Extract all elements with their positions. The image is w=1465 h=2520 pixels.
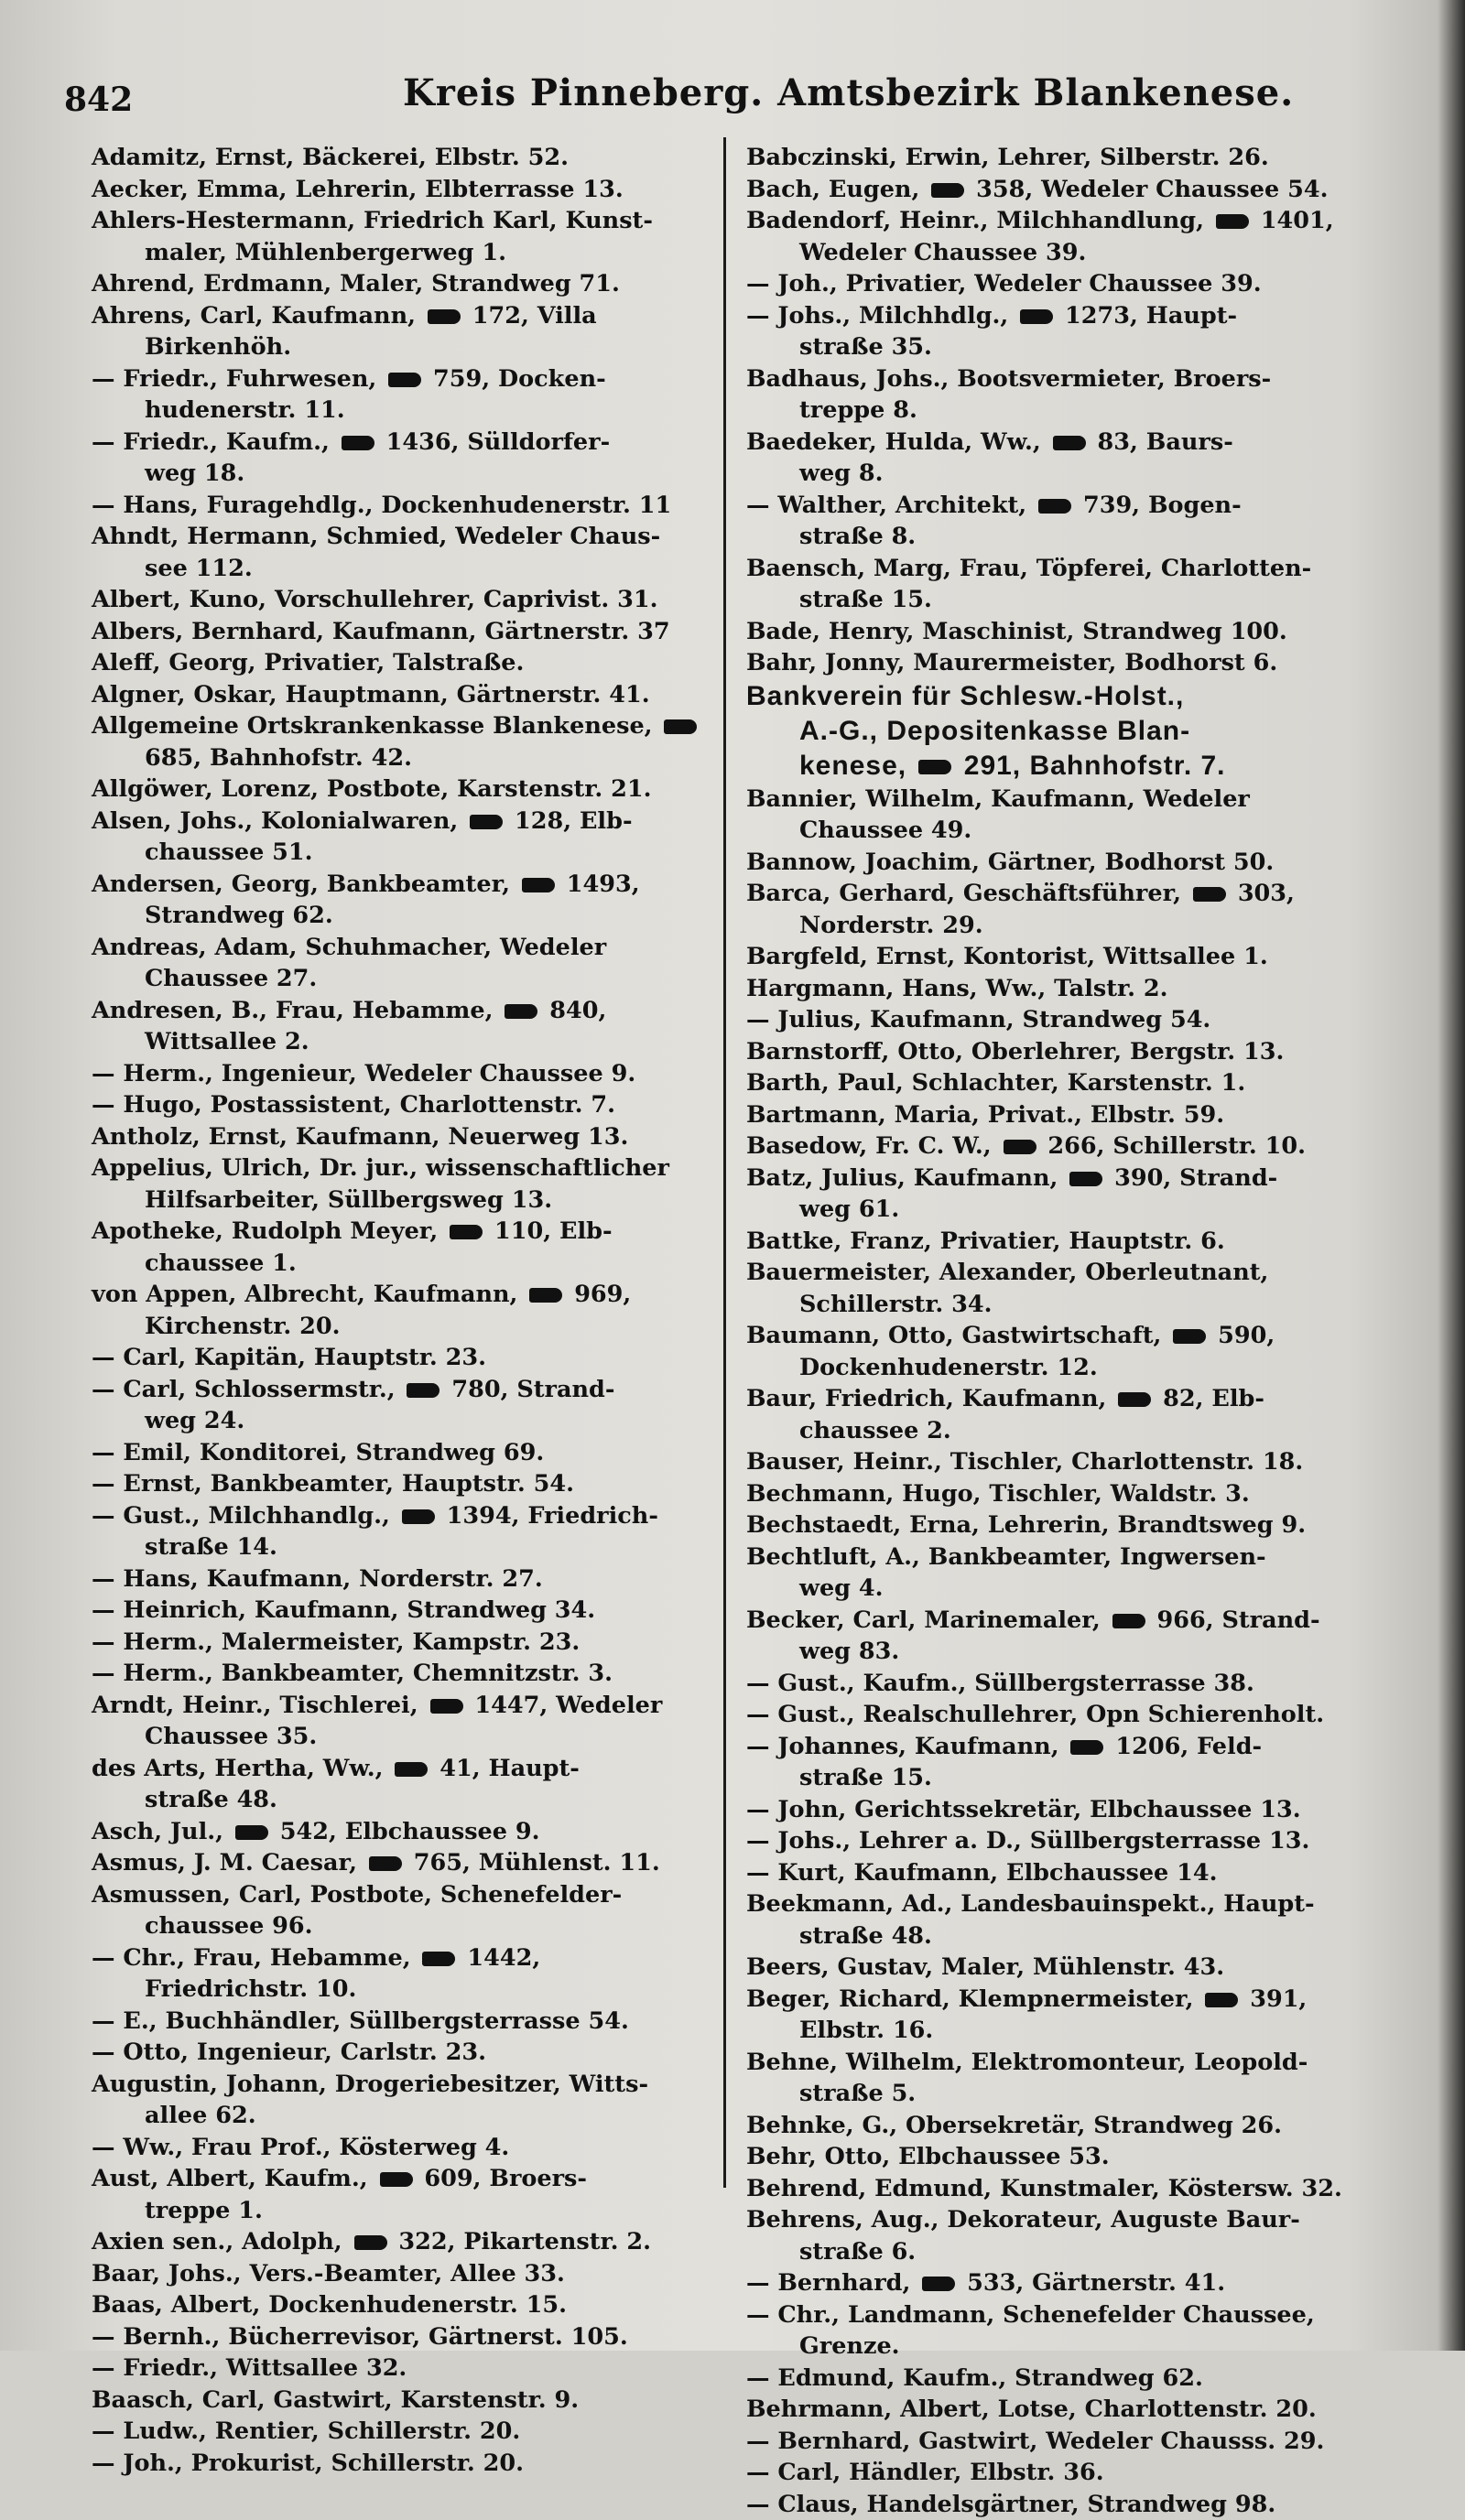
entry-line: Barnstorff, Otto, Oberlehrer, Bergstr. 13.	[746, 1036, 1405, 1068]
directory-entry	[746, 1857, 1405, 1889]
entry-line: Allgemeine Ortskrankenkasse Blankenese,	[92, 710, 751, 742]
telephone-icon	[922, 2277, 955, 2291]
entry-continuation: straße 48.	[746, 1920, 1405, 1952]
entry-continuation: Chaussee 49.	[746, 815, 1405, 847]
entry-line: Baur, Friedrich, Kaufmann, 82, Elb-	[746, 1383, 1405, 1415]
directory-entry	[746, 2204, 1405, 2267]
entry-continuation: Grenze.	[746, 2331, 1405, 2363]
telephone-icon	[402, 1509, 435, 1524]
directory-entry	[92, 773, 751, 806]
directory-entry	[92, 427, 751, 490]
entry-continuation: see 112.	[92, 553, 751, 585]
directory-entry	[746, 2047, 1405, 2110]
entry-continuation: Wittsallee 2.	[92, 1026, 751, 1058]
entry-continuation: chaussee 2.	[746, 1415, 1405, 1447]
directory-entry	[746, 2457, 1405, 2489]
directory-entry	[92, 806, 751, 869]
telephone-icon	[380, 2172, 413, 2187]
telephone-icon	[369, 1856, 402, 1871]
directory-entry	[746, 973, 1405, 1005]
directory-entry	[746, 1446, 1405, 1478]
entry-line: — Carl, Schlossermstr., 780, Strand-	[92, 1374, 751, 1406]
directory-entry	[92, 995, 751, 1058]
entry-continuation: weg 8.	[746, 458, 1405, 490]
entry-line: — Ernst, Bankbeamter, Hauptstr. 54.	[92, 1468, 751, 1500]
entry-line: — Joh., Privatier, Wedeler Chaussee 39.	[746, 268, 1405, 300]
telephone-icon	[1216, 214, 1249, 229]
entry-line: Beekmann, Ad., Landesbauinspekt., Haupt-	[746, 1888, 1405, 1920]
entry-line: Basedow, Fr. C. W., 266, Schillerstr. 10.	[746, 1130, 1405, 1163]
directory-entry	[746, 2141, 1405, 2173]
telephone-icon	[342, 436, 374, 450]
page-header	[55, 71, 1383, 126]
directory-entry	[746, 1004, 1405, 1036]
entry-line: — Herm., Bankbeamter, Chemnitzstr. 3.	[92, 1658, 751, 1690]
entry-line: Bahr, Jonny, Maurermeister, Bodhorst 6.	[746, 647, 1405, 679]
entry-line: Ahndt, Hermann, Schmied, Wedeler Chaus-	[92, 521, 751, 553]
directory-entry	[746, 1320, 1405, 1383]
directory-entry	[92, 1816, 751, 1848]
directory-entry	[746, 647, 1405, 679]
entry-line: Baumann, Otto, Gastwirtschaft, 590,	[746, 1320, 1405, 1352]
entry-continuation: straße 5.	[746, 2078, 1405, 2110]
directory-entry	[92, 2226, 751, 2258]
directory-entry	[746, 268, 1405, 300]
entry-line: Albert, Kuno, Vorschullehrer, Caprivist. 31.	[92, 584, 751, 616]
entry-line: Behrens, Aug., Dekorateur, Auguste Baur-	[746, 2204, 1405, 2236]
entry-continuation: straße 6.	[746, 2236, 1405, 2268]
entry-line: Bannow, Joachim, Gärtner, Bodhorst 50.	[746, 847, 1405, 879]
directory-entry	[746, 1541, 1405, 1605]
directory-entry	[746, 1794, 1405, 1826]
entry-continuation: Dockenhudenerstr. 12.	[746, 1352, 1405, 1384]
telephone-icon	[407, 1383, 440, 1398]
directory-entry	[92, 1690, 751, 1753]
directory-entry	[92, 1658, 751, 1690]
entry-continuation: treppe 8.	[746, 395, 1405, 427]
entry-continuation: chaussee 1.	[92, 1248, 751, 1280]
entry-line: Bechmann, Hugo, Tischler, Waldstr. 3.	[746, 1478, 1405, 1510]
directory-entry	[92, 1152, 751, 1216]
entry-line: — Bernh., Bücherrevisor, Gärtnerst. 105.	[92, 2321, 751, 2353]
directory-entry	[746, 2489, 1405, 2520]
directory-entry	[92, 2448, 751, 2480]
telephone-icon	[388, 373, 421, 387]
entry-line: Beger, Richard, Klempnermeister, 391,	[746, 1984, 1405, 2016]
entry-continuation: weg 24.	[92, 1405, 751, 1437]
entry-line: — Carl, Händler, Elbstr. 36.	[746, 2457, 1405, 2489]
telephone-icon	[522, 878, 555, 892]
directory-entry	[92, 1595, 751, 1627]
directory-entry	[746, 941, 1405, 973]
entry-line: — John, Gerichtssekretär, Elbchaussee 13.	[746, 1794, 1405, 1826]
entry-line: — Johs., Milchhdlg., 1273, Haupt-	[746, 300, 1405, 332]
directory-entry	[746, 2426, 1405, 2458]
entry-line: Aecker, Emma, Lehrerin, Elbterrasse 13.	[92, 174, 751, 206]
entry-line: Baas, Albert, Dockenhudenerstr. 15.	[92, 2289, 751, 2321]
directory-entry	[746, 1163, 1405, 1226]
telephone-icon	[1193, 887, 1226, 902]
entry-continuation: straße 8.	[746, 521, 1405, 553]
entry-continuation: chaussee 96.	[92, 1910, 751, 1942]
entry-line: Asmussen, Carl, Postbote, Schenefelder-	[92, 1879, 751, 1911]
directory-entry	[92, 2037, 751, 2069]
directory-entry	[746, 616, 1405, 648]
entry-continuation: weg 18.	[92, 458, 751, 490]
entry-line: — Herm., Ingenieur, Wedeler Chaussee 9.	[92, 1058, 751, 1090]
telephone-icon	[235, 1825, 268, 1840]
entry-line: Allgöwer, Lorenz, Postbote, Karstenstr. 21.	[92, 773, 751, 806]
directory-entry	[746, 1984, 1405, 2047]
directory-entry	[92, 2163, 751, 2226]
entry-line: — Bernhard, 533, Gärtnerstr. 41.	[746, 2267, 1405, 2299]
entry-line: — Hans, Furagehdlg., Dockenhudenerstr. 11	[92, 490, 751, 522]
directory-entry	[746, 1605, 1405, 1668]
telephone-icon	[395, 1762, 428, 1777]
directory-entry	[746, 2173, 1405, 2205]
directory-entry	[746, 427, 1405, 490]
entry-continuation: straße 15.	[746, 1762, 1405, 1794]
directory-entry	[92, 1058, 751, 1090]
directory-entry	[92, 2289, 751, 2321]
directory-entry	[92, 2321, 751, 2353]
entry-continuation: Elbstr. 16.	[746, 2015, 1405, 2047]
telephone-icon	[428, 309, 461, 324]
entry-line: Badhaus, Johs., Bootsvermieter, Broers-	[746, 363, 1405, 395]
directory-entry	[746, 1099, 1405, 1131]
telephone-icon	[1020, 309, 1053, 324]
entry-continuation: hudenerstr. 11.	[92, 395, 751, 427]
entry-continuation: straße 48.	[92, 1784, 751, 1816]
entry-continuation: Hilfsarbeiter, Süllbergsweg 13.	[92, 1184, 751, 1217]
entry-line: des Arts, Hertha, Ww., 41, Haupt-	[92, 1753, 751, 1785]
entry-continuation: A.-G., Depositenkasse Blan-	[746, 714, 1405, 749]
telephone-icon	[1112, 1614, 1145, 1628]
entry-line: — Emil, Konditorei, Strandweg 69.	[92, 1437, 751, 1469]
entry-line: Andresen, B., Frau, Hebamme, 840,	[92, 995, 751, 1027]
entry-continuation: allee 62.	[92, 2100, 751, 2132]
entry-continuation: Wedeler Chaussee 39.	[746, 237, 1405, 269]
telephone-icon	[664, 719, 697, 734]
entry-line: Ahlers-Hestermann, Friedrich Karl, Kunst-	[92, 205, 751, 237]
telephone-icon	[1118, 1392, 1151, 1407]
directory-entry	[746, 1257, 1405, 1320]
entry-line: Appelius, Ulrich, Dr. jur., wissenschaftlicher	[92, 1152, 751, 1184]
entry-line: Beers, Gustav, Maler, Mühlenstr. 43.	[746, 1952, 1405, 1984]
entry-line: — Hans, Kaufmann, Norderstr. 27.	[92, 1563, 751, 1595]
entry-continuation: straße 14.	[92, 1531, 751, 1563]
entry-line: von Appen, Albrecht, Kaufmann, 969,	[92, 1279, 751, 1311]
directory-entry	[746, 205, 1405, 268]
directory-entry	[746, 1036, 1405, 1068]
directory-entry	[746, 2394, 1405, 2426]
directory-entry	[92, 2416, 751, 2448]
entry-line: — Friedr., Fuhrwesen, 759, Docken-	[92, 363, 751, 395]
entry-continuation: Friedrichstr. 10.	[92, 1974, 751, 2006]
entry-line: Behne, Wilhelm, Elektromonteur, Leopold-	[746, 2047, 1405, 2079]
entry-line: Aust, Albert, Kaufm., 609, Broers-	[92, 2163, 751, 2195]
telephone-icon	[354, 2235, 387, 2250]
entry-continuation: treppe 1.	[92, 2195, 751, 2227]
directory-entry	[92, 616, 751, 648]
entry-line: Adamitz, Ernst, Bäckerei, Elbstr. 52.	[92, 142, 751, 174]
directory-entry	[92, 1563, 751, 1595]
entry-continuation: Kirchenstr. 20.	[92, 1311, 751, 1343]
directory-entry	[746, 1668, 1405, 1700]
entry-line: — Edmund, Kaufm., Strandweg 62.	[746, 2363, 1405, 2395]
directory-entry	[746, 1067, 1405, 1099]
directory-entry	[746, 1383, 1405, 1446]
directory-entry	[92, 1942, 751, 2006]
right-column	[746, 142, 1405, 2520]
entry-line: — Gust., Milchhandlg., 1394, Friedrich-	[92, 1500, 751, 1532]
telephone-icon	[1070, 1740, 1103, 1755]
entry-line: Behnke, G., Obersekretär, Strandweg 26.	[746, 2110, 1405, 2142]
telephone-icon	[1038, 499, 1071, 514]
entry-line: Behrmann, Albert, Lotse, Charlottenstr. 20.	[746, 2394, 1405, 2426]
directory-entry	[92, 205, 751, 268]
directory-entry	[746, 878, 1405, 941]
entry-line: Antholz, Ernst, Kaufmann, Neuerweg 13.	[92, 1121, 751, 1153]
entry-line: — Claus, Handelsgärtner, Strandweg 98.	[746, 2489, 1405, 2520]
entry-line: Bach, Eugen, 358, Wedeler Chaussee 54.	[746, 174, 1405, 206]
entry-line: Albers, Bernhard, Kaufmann, Gärtnerstr. 37	[92, 616, 751, 648]
entry-line: Behr, Otto, Elbchaussee 53.	[746, 2141, 1405, 2173]
directory-entry	[746, 1478, 1405, 1510]
telephone-icon	[1053, 436, 1086, 450]
directory-entry	[92, 647, 751, 679]
entry-line: — Heinrich, Kaufmann, Strandweg 34.	[92, 1595, 751, 1627]
entry-continuation: Birkenhöh.	[92, 331, 751, 363]
entry-line: Battke, Franz, Privatier, Hauptstr. 6.	[746, 1226, 1405, 1258]
directory-entry	[92, 679, 751, 711]
directory-entry	[746, 142, 1405, 174]
directory-entry	[746, 1699, 1405, 1731]
directory-entry	[92, 363, 751, 427]
entry-line: Alsen, Johs., Kolonialwaren, 128, Elb-	[92, 806, 751, 838]
entry-line: Aleff, Georg, Privatier, Talstraße.	[92, 647, 751, 679]
directory-entry	[92, 1627, 751, 1659]
directory-entry	[746, 1226, 1405, 1258]
entry-line: — Johannes, Kaufmann, 1206, Feld-	[746, 1731, 1405, 1763]
entry-line: Babczinski, Erwin, Lehrer, Silberstr. 26.	[746, 142, 1405, 174]
entry-continuation: kenese, 291, Bahnhofstr. 7.	[746, 749, 1405, 784]
entry-line: Asch, Jul., 542, Elbchaussee 9.	[92, 1816, 751, 1848]
directory-entry	[92, 1342, 751, 1374]
entry-line: — Chr., Landmann, Schenefelder Chaussee,	[746, 2299, 1405, 2331]
entry-line: Andersen, Georg, Bankbeamter, 1493,	[92, 869, 751, 901]
left-column	[92, 142, 751, 2479]
entry-line: Behrend, Edmund, Kunstmaler, Köstersw. 32.	[746, 2173, 1405, 2205]
entry-line: Baasch, Carl, Gastwirt, Karstenstr. 9.	[92, 2385, 751, 2417]
telephone-icon	[1205, 1993, 1238, 2007]
directory-entry	[92, 710, 751, 773]
directory-entry	[92, 142, 751, 174]
entry-line: — Chr., Frau, Hebamme, 1442,	[92, 1942, 751, 1974]
directory-entry	[92, 2385, 751, 2417]
telephone-icon	[430, 1699, 463, 1714]
entry-line: Asmus, J. M. Caesar, 765, Mühlenst. 11.	[92, 1847, 751, 1879]
entry-continuation: Strandweg 62.	[92, 900, 751, 932]
entry-line: Badendorf, Heinr., Milchhandlung, 1401,	[746, 205, 1405, 237]
directory-entry	[746, 2267, 1405, 2299]
entry-line: Barca, Gerhard, Geschäftsführer, 303,	[746, 878, 1405, 910]
directory-entry	[746, 2110, 1405, 2142]
page-title: Kreis Pinneberg. Amtsbezirk Blankenese.	[403, 71, 1294, 114]
entry-line: Bauser, Heinr., Tischler, Charlottenstr. 18.	[746, 1446, 1405, 1478]
directory-entry	[92, 2258, 751, 2290]
directory-entry	[92, 1437, 751, 1469]
entry-line: Bauermeister, Alexander, Oberleutnant,	[746, 1257, 1405, 1289]
entry-continuation: straße 15.	[746, 584, 1405, 616]
entry-line: Hargmann, Hans, Ww., Talstr. 2.	[746, 973, 1405, 1005]
directory-entry	[746, 1509, 1405, 1541]
entry-line: Barth, Paul, Schlachter, Karstenstr. 1.	[746, 1067, 1405, 1099]
directory-entry	[746, 2299, 1405, 2363]
entry-line: — Herm., Malermeister, Kampstr. 23.	[92, 1627, 751, 1659]
directory-entry	[746, 300, 1405, 363]
directory-entry	[746, 174, 1405, 206]
entry-continuation: Norderstr. 29.	[746, 910, 1405, 942]
telephone-icon	[470, 815, 503, 829]
entry-line: — Ww., Frau Prof., Kösterweg 4.	[92, 2132, 751, 2164]
entry-line: — Johs., Lehrer a. D., Süllbergsterrasse 13.	[746, 1825, 1405, 1857]
entry-continuation: Chaussee 27.	[92, 963, 751, 995]
directory-entry	[92, 2069, 751, 2132]
entry-line: Ahrend, Erdmann, Maler, Strandweg 71.	[92, 268, 751, 300]
directory-entry	[746, 363, 1405, 427]
telephone-icon	[529, 1288, 562, 1303]
telephone-icon	[450, 1225, 483, 1239]
directory-entry	[92, 1847, 751, 1879]
directory-entry	[92, 869, 751, 932]
entry-line: Bannier, Wilhelm, Kaufmann, Wedeler	[746, 784, 1405, 816]
entry-line: — Walther, Architekt, 739, Bogen-	[746, 490, 1405, 522]
entry-line: Bartmann, Maria, Privat., Elbstr. 59.	[746, 1099, 1405, 1131]
directory-entry	[92, 1753, 751, 1816]
directory-entry	[746, 1731, 1405, 1794]
entry-line: — E., Buchhändler, Süllbergsterrasse 54.	[92, 2006, 751, 2038]
entry-line: — Gust., Kaufm., Süllbergsterrasse 38.	[746, 1668, 1405, 1700]
telephone-icon	[422, 1952, 455, 1966]
entry-line: — Ludw., Rentier, Schillerstr. 20.	[92, 2416, 751, 2448]
entry-line: Bade, Henry, Maschinist, Strandweg 100.	[746, 616, 1405, 648]
entry-line: — Julius, Kaufmann, Strandweg 54.	[746, 1004, 1405, 1036]
entry-line: Andreas, Adam, Schuhmacher, Wedeler	[92, 932, 751, 964]
directory-entry	[92, 2352, 751, 2385]
entry-continuation: Schillerstr. 34.	[746, 1289, 1405, 1321]
entry-line: — Carl, Kapitän, Hauptstr. 23.	[92, 1342, 751, 1374]
entry-line: — Bernhard, Gastwirt, Wedeler Chausss. 29.	[746, 2426, 1405, 2458]
directory-entry	[92, 2006, 751, 2038]
directory-entry	[746, 1825, 1405, 1857]
entry-line: — Friedr., Wittsallee 32.	[92, 2352, 751, 2385]
telephone-icon	[918, 760, 951, 774]
entry-continuation: 685, Bahnhofstr. 42.	[92, 742, 751, 774]
entry-line: — Joh., Prokurist, Schillerstr. 20.	[92, 2448, 751, 2480]
entry-line: — Otto, Ingenieur, Carlstr. 23.	[92, 2037, 751, 2069]
directory-entry	[92, 584, 751, 616]
entry-line: Becker, Carl, Marinemaler, 966, Strand-	[746, 1605, 1405, 1637]
telephone-icon	[1069, 1172, 1102, 1186]
entry-line: Bargfeld, Ernst, Kontorist, Wittsallee 1.	[746, 941, 1405, 973]
page-number: 842	[64, 81, 133, 119]
directory-entry	[92, 1216, 751, 1279]
entry-line: Bankverein für Schlesw.-Holst.,	[746, 679, 1405, 714]
directory-entry	[746, 1952, 1405, 1984]
directory-entry	[746, 679, 1405, 784]
entry-line: Augustin, Johann, Drogeriebesitzer, Witts-	[92, 2069, 751, 2101]
entry-line: Batz, Julius, Kaufmann, 390, Strand-	[746, 1163, 1405, 1195]
entry-continuation: weg 61.	[746, 1194, 1405, 1226]
directory-entry	[92, 300, 751, 363]
entry-line: — Kurt, Kaufmann, Elbchaussee 14.	[746, 1857, 1405, 1889]
directory-entry	[92, 1879, 751, 1942]
entry-continuation: chaussee 51.	[92, 837, 751, 869]
directory-entry	[92, 1374, 751, 1437]
directory-entry	[92, 1089, 751, 1121]
directory-entry	[92, 1468, 751, 1500]
directory-entry	[746, 2363, 1405, 2395]
entry-continuation: weg 83.	[746, 1636, 1405, 1668]
directory-entry	[746, 847, 1405, 879]
directory-entry	[92, 268, 751, 300]
entry-line: — Friedr., Kaufm., 1436, Sülldorfer-	[92, 427, 751, 459]
directory-entry	[746, 1888, 1405, 1952]
entry-line: Apotheke, Rudolph Meyer, 110, Elb-	[92, 1216, 751, 1248]
entry-continuation: Chaussee 35.	[92, 1721, 751, 1753]
directory-entry	[746, 1130, 1405, 1163]
entry-line: Algner, Oskar, Hauptmann, Gärtnerstr. 41.	[92, 679, 751, 711]
entry-line: Ahrens, Carl, Kaufmann, 172, Villa	[92, 300, 751, 332]
telephone-icon	[931, 183, 964, 198]
entry-line: Bechtluft, A., Bankbeamter, Ingwersen-	[746, 1541, 1405, 1574]
entry-continuation: straße 35.	[746, 331, 1405, 363]
entry-line: Axien sen., Adolph, 322, Pikartenstr. 2.	[92, 2226, 751, 2258]
entry-continuation: weg 4.	[746, 1573, 1405, 1605]
directory-entry	[746, 490, 1405, 553]
entry-line: Arndt, Heinr., Tischlerei, 1447, Wedeler	[92, 1690, 751, 1722]
directory-entry	[92, 2132, 751, 2164]
entry-line: Baedeker, Hulda, Ww., 83, Baurs-	[746, 427, 1405, 459]
directory-entry	[746, 784, 1405, 847]
directory-entry	[92, 1500, 751, 1563]
telephone-icon	[505, 1004, 537, 1019]
telephone-icon	[1173, 1329, 1206, 1344]
directory-entry	[92, 1121, 751, 1153]
entry-line: Bechstaedt, Erna, Lehrerin, Brandtsweg 9.	[746, 1509, 1405, 1541]
entry-line: — Gust., Realschullehrer, Opn Schierenholt.	[746, 1699, 1405, 1731]
directory-entry	[746, 553, 1405, 616]
directory-entry	[92, 1279, 751, 1342]
entry-line: Baensch, Marg, Frau, Töpferei, Charlotten-	[746, 553, 1405, 585]
directory-entry	[92, 932, 751, 995]
directory-entry	[92, 174, 751, 206]
telephone-icon	[1004, 1140, 1036, 1154]
directory-entry	[92, 521, 751, 584]
entry-continuation: maler, Mühlenbergerweg 1.	[92, 237, 751, 269]
entry-line: — Hugo, Postassistent, Charlottenstr. 7.	[92, 1089, 751, 1121]
entry-line: Baar, Johs., Vers.-Beamter, Allee 33.	[92, 2258, 751, 2290]
directory-entry	[92, 490, 751, 522]
